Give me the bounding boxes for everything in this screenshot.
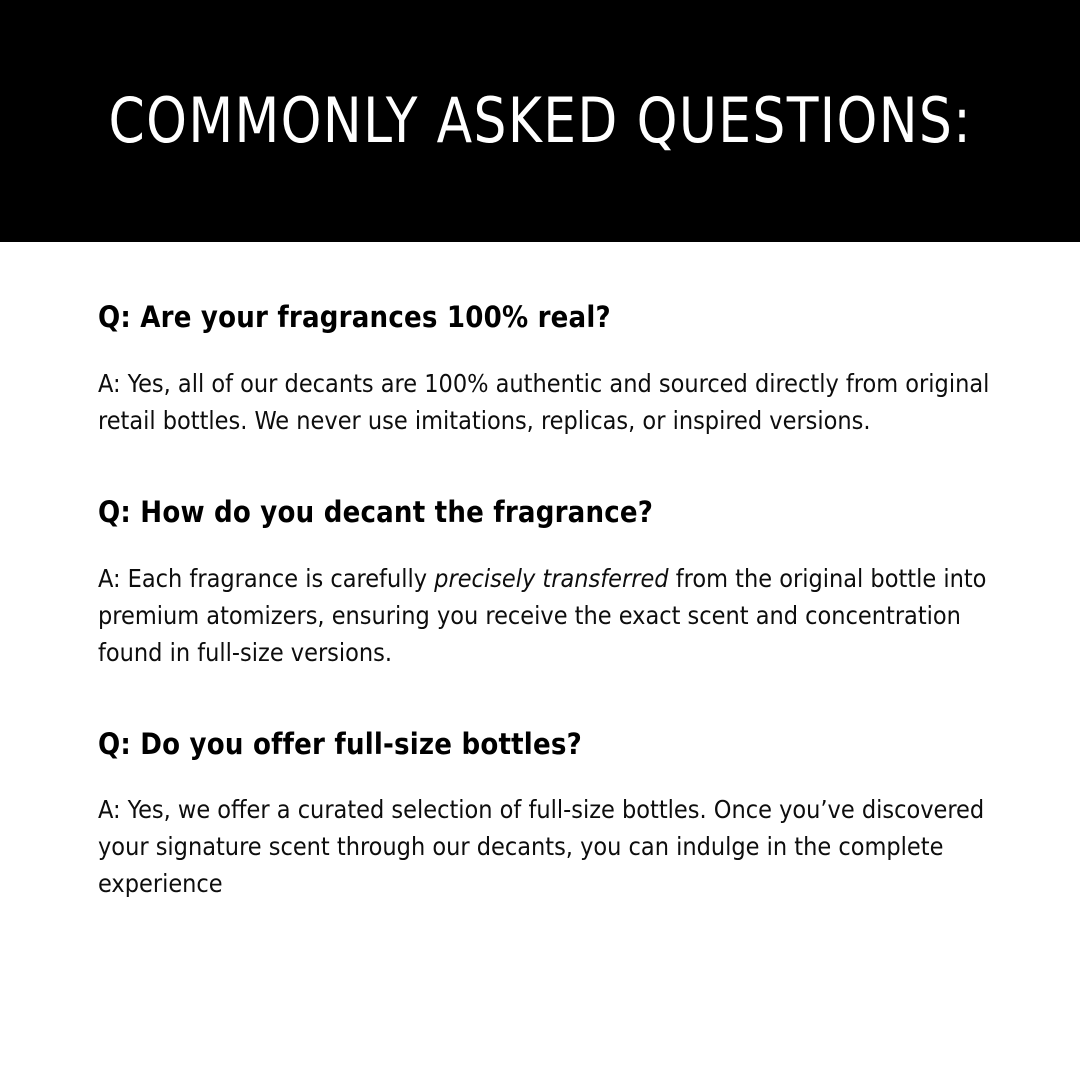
faq-item bbox=[98, 727, 1018, 903]
faq-item bbox=[98, 495, 1018, 671]
faq-answer bbox=[98, 560, 1013, 671]
faq-answer bbox=[98, 791, 1013, 902]
faq-answer-text: A: Yes, we offer a curated selection of full-size bottles. Once you’ve discovered your signature scent through our decants, you can indulge in the complete experience bbox=[98, 795, 985, 899]
page-title: COMMONLY ASKED QUESTIONS: bbox=[108, 84, 972, 157]
faq-list bbox=[98, 300, 1018, 902]
faq-answer-emphasis: precisely transferred bbox=[434, 563, 669, 593]
faq-answer-text: A: Each fragrance is carefully bbox=[98, 563, 435, 593]
faq-answer-text: A: Yes, all of our decants are 100% authentic and sourced directly from original retail bottles. We never use imitations, replicas, or inspired versions. bbox=[98, 368, 990, 435]
faq-question: Q: Do you offer full-size bottles? bbox=[98, 726, 582, 761]
faq-answer-text-cont: from the original bottle into premium atomizers, ensuring you receive the exact scent and concentration found in full-size versions. bbox=[98, 563, 987, 667]
faq-question: Q: How do you decant the fragrance? bbox=[98, 494, 654, 529]
faq-answer bbox=[98, 365, 1013, 439]
faq-item bbox=[98, 300, 1018, 439]
header-banner bbox=[0, 0, 1080, 242]
faq-question: Q: Are your fragrances 100% real? bbox=[98, 300, 611, 334]
